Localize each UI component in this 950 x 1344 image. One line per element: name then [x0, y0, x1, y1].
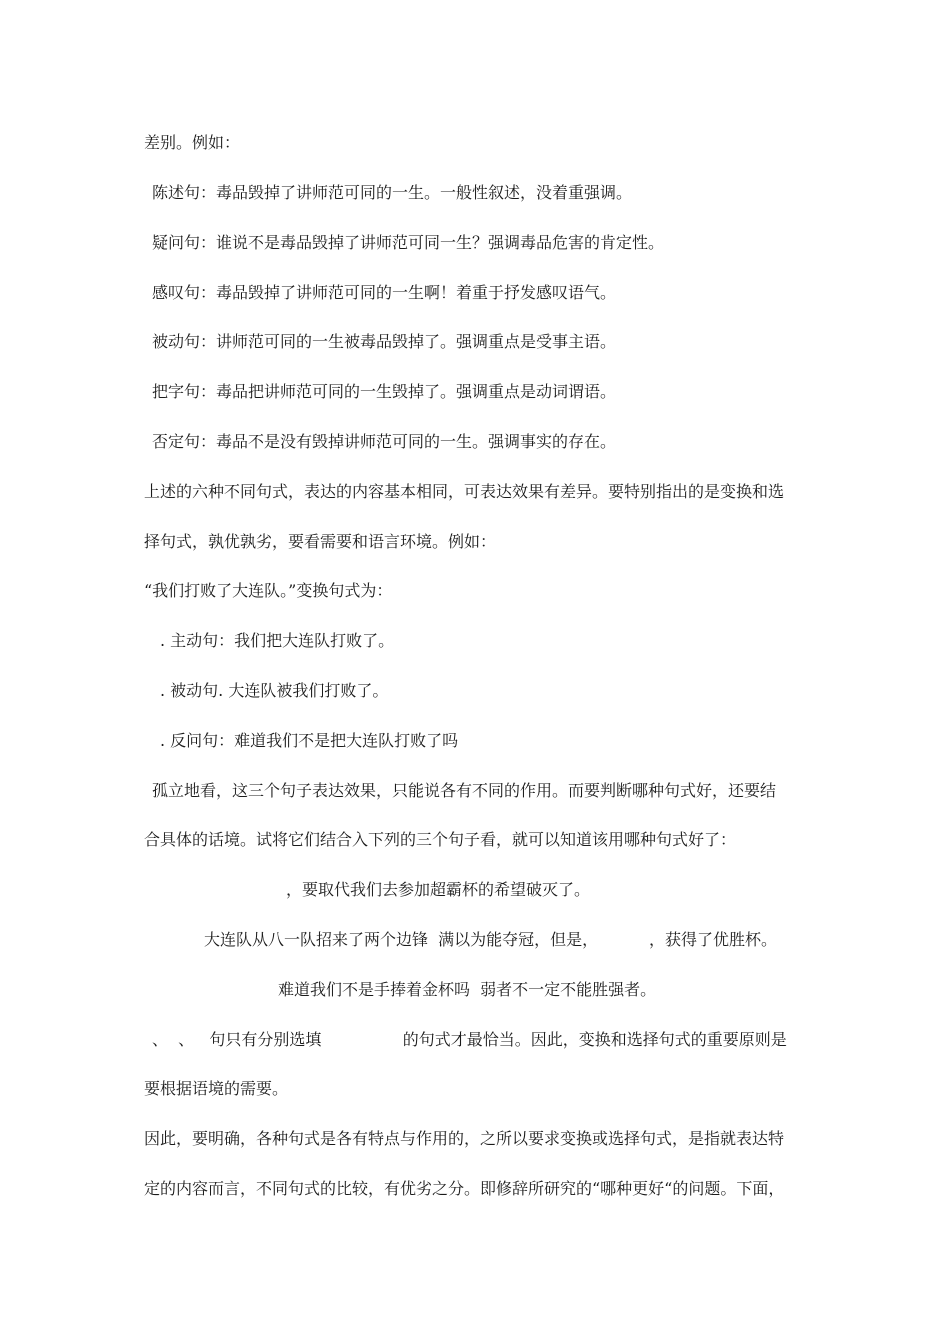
text-line-17: 大连队从八一队招来了两个边锋 满以为能夺冠，但是， ，获得了优胜杯。	[204, 930, 778, 949]
text-line-12: . 被动句. 大连队被我们打败了。	[160, 681, 389, 700]
text-line-3: 疑问句：谁说不是毒品毁掉了讲师范可同一生？强调毒品危害的肯定性。	[152, 233, 665, 252]
text-line-1: 差别。例如：	[144, 133, 241, 152]
text-line-2: 陈述句：毒品毁掉了讲师范可同的一生。一般性叙述，没着重强调。	[152, 183, 633, 202]
text-line-21: 因此，要明确，各种句式是各有特点与作用的，之所以要求变换或选择句式，是指就表达特	[144, 1129, 785, 1148]
text-line-15: 合具体的话境。试将它们结合入下列的三个句子看，就可以知道该用哪种句式好了：	[144, 830, 737, 849]
text-line-7: 否定句：毒品不是没有毁掉讲师范可同的一生。强调事实的存在。	[152, 432, 617, 451]
text-line-10: “我们打败了大连队。”变换句式为：	[144, 581, 393, 600]
text-line-4: 感叹句：毒品毁掉了讲师范可同的一生啊！着重于抒发感叹语气。	[152, 283, 617, 302]
text-line-6: 把字句：毒品把讲师范可同的一生毁掉了。强调重点是动词谓语。	[152, 382, 617, 401]
text-line-14: 孤立地看，这三个句子表达效果，只能说各有不同的作用。而要判断哪种句式好，还要结	[152, 781, 777, 800]
text-line-5: 被动句：讲师范可同的一生被毒品毁掉了。强调重点是受事主语。	[152, 332, 617, 351]
text-line-8: 上述的六种不同句式，表达的内容基本相同，可表达效果有差异。要特别指出的是变换和选	[144, 482, 785, 501]
text-line-13: . 反问句：难道我们不是把大连队打败了吗	[160, 731, 459, 750]
text-line-22: 定的内容而言，不同句式的比较，有优劣之分。即修辞所研究的“哪种更好“的问题。下面，	[144, 1179, 785, 1198]
text-line-18: 难道我们不是手捧着金杯吗 弱者不一定不能胜强者。	[278, 980, 657, 999]
text-line-11: . 主动句：我们把大连队打败了。	[160, 631, 395, 650]
text-line-9: 择句式，孰优孰劣，要看需要和语言环境。例如：	[144, 532, 497, 551]
text-line-20: 要根据语境的需要。	[144, 1079, 289, 1098]
text-line-19: 、 、 句只有分别选填 的句式才最恰当。因此，变换和选择句式的重要原则是	[152, 1030, 787, 1049]
text-line-16: ，要取代我们去参加超霸杯的希望破灭了。	[286, 880, 591, 899]
